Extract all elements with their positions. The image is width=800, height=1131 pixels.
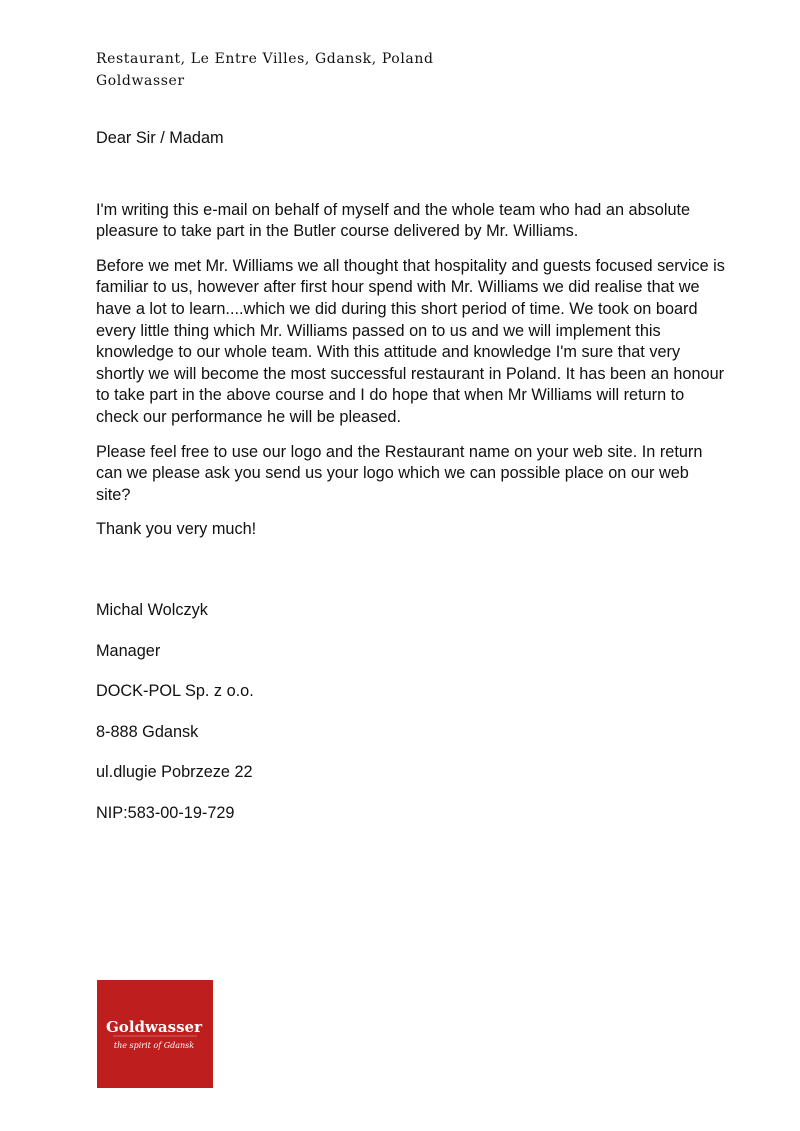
- signature-block: [96, 600, 726, 825]
- salutation: Dear Sir / Madam: [96, 129, 224, 147]
- letterhead-address: Restaurant, Le Entre Villes, Gdansk, Poland: [96, 51, 434, 67]
- signature-company: DOCK-POL Sp. z o.o.: [96, 682, 254, 701]
- logo-tagline-text: the spirit of Gdansk: [113, 1041, 195, 1050]
- paragraph-logo-request: Please feel free to use our logo and the Restaurant name on your web site. In return can we please ask you send us your logo which we can possible place on our web site?: [96, 442, 703, 504]
- signature-city: 8-888 Gdansk: [96, 722, 199, 741]
- paragraph-experience: Before we met Mr. Williams we all thought that hospitality and guests focused service is familiar to us, however after first hour spend with Mr. Williams we did realise that we have a lot to learn....which we did during this short period of time. We took on board every little thing which Mr. Williams passed on to us and we will implement this knowledge to our whole team. With this attitude and knowledge I'm sure that very shortly we will become the most successful restaurant in Poland. It has been an honour to take part in the above course and I do hope that when Mr Williams will return to check our performance he will be pleased.: [96, 256, 725, 426]
- goldwasser-logo-graphic: [97, 980, 213, 1088]
- goldwasser-logo: [97, 980, 213, 1088]
- closing: Thank you very much!: [96, 520, 257, 539]
- signature-title: Manager: [96, 641, 161, 660]
- letterhead-brand: Goldwasser: [96, 73, 185, 89]
- paragraph-intro: I'm writing this e-mail on behalf of myself and the whole team who had an absolute pleasure to take part in the Butler course delivered by Mr. Williams.: [96, 200, 691, 241]
- letter-body: [96, 128, 726, 843]
- logo-brand-text: Goldwasser: [106, 1018, 202, 1036]
- signature-street: ul.dlugie Pobrzeze 22: [96, 763, 253, 782]
- signature-name: Michal Wolczyk: [96, 600, 208, 619]
- letterhead: [96, 48, 434, 92]
- signature-nip: NIP:583-00-19-729: [96, 803, 235, 822]
